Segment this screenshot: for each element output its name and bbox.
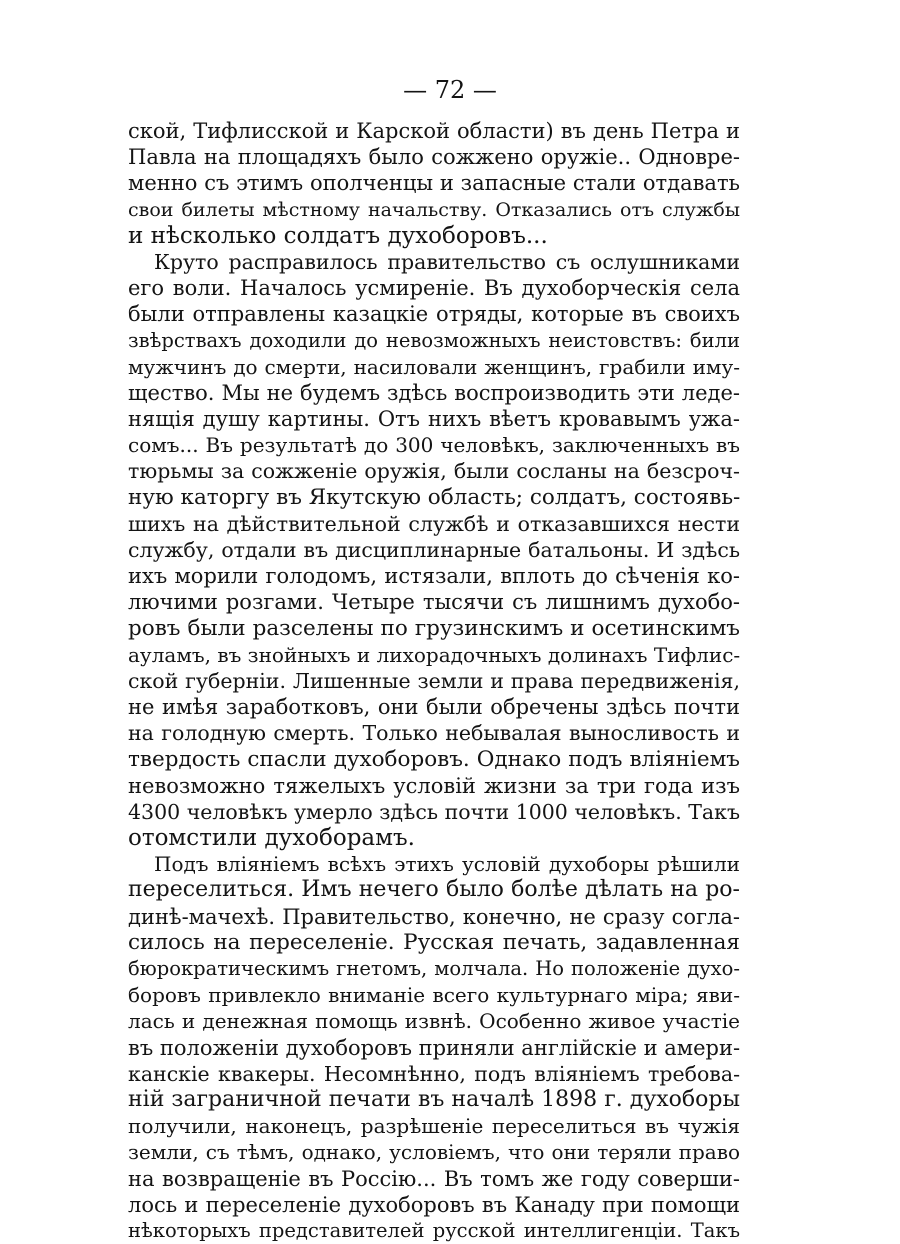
body-text xyxy=(128,118,740,1244)
text-line: Павла на площадяхъ было сожжено оружіе.. Одновре- xyxy=(128,145,740,170)
text-line: на возвращеніе въ Россію... Въ томъ же году соверши- xyxy=(128,1166,740,1191)
text-line: ихъ морили голодомъ, истязали, вплоть до сѣченія ко- xyxy=(128,564,740,589)
text-line: свои билеты мѣстному начальству. Отказались отъ службы xyxy=(128,198,740,221)
text-line: тюрьмы за сожженіе оружія, были сосланы на безсроч- xyxy=(128,459,740,484)
text-line: земли, съ тѣмъ, однако, условіемъ, что они теряли право xyxy=(128,1140,740,1165)
text-line: звѣрствахъ доходили до невозможныхъ неистовствъ: били xyxy=(128,328,740,352)
text-line: твердость спасли духоборовъ. Однако подъ вліяніемъ xyxy=(128,746,740,772)
text-line: отомстили духоборамъ. xyxy=(128,825,415,852)
text-line: менно съ этимъ ополченцы и запасные стали отдавать xyxy=(128,171,740,196)
text-line: шихъ на дѣйствительной службѣ и отказавшихся нести xyxy=(128,511,740,536)
text-line: и нѣсколько солдатъ духоборовъ... xyxy=(128,222,548,249)
text-line: динѣ-мачехѣ. Правительство, конечно, не сразу согла- xyxy=(128,904,740,929)
text-line: на голодную смерть. Только небывалая выносливость и xyxy=(128,721,740,746)
text-line: 4300 человѣкъ умерло здѣсь почти 1000 человѣкъ. Такъ xyxy=(128,799,740,824)
text-line: нящія душу картины. Отъ нихъ вѣетъ кровавымъ ужа- xyxy=(128,407,740,432)
text-line: нѣкоторыхъ представителей русской интеллигенціи. Такъ xyxy=(128,1218,740,1242)
text-line: были отправлены казацкіе отряды, которые въ своихъ xyxy=(128,302,740,327)
text-line: не имѣя заработковъ, они были обречены здѣсь почти xyxy=(128,695,740,720)
text-line: силось на переселеніе. Русская печать, задавленная xyxy=(128,929,740,955)
text-line: его воли. Началось усмиреніе. Въ духоборческія села xyxy=(128,276,740,301)
text-line: ровъ были разселены по грузинскимъ и осетинскимъ xyxy=(128,615,740,641)
text-line: ской губерніи. Лишенные земли и права передвиженія, xyxy=(128,668,740,693)
text-line: службу, отдали въ дисциплинарные батальоны. И здѣсь xyxy=(128,538,740,562)
paragraph-first-line: Круто расправилось правительство съ ослушниками xyxy=(154,249,740,274)
text-line: ауламъ, въ знойныхъ и лихорадочныхъ долинахъ Тифлис- xyxy=(128,642,741,667)
text-line: боровъ привлекло вниманіе всего культурнаго міра; яви- xyxy=(128,983,740,1008)
text-line: лючими розгами. Четыре тысячи съ лишнимъ духобо- xyxy=(128,590,740,615)
text-line: лось и переселеніе духоборовъ въ Канаду при помощи xyxy=(128,1192,740,1217)
text-line: ской, Тифлисской и Карской области) въ день Петра и xyxy=(128,119,740,143)
text-line: канскіе квакеры. Несомнѣнно, подъ вліяніемъ требова- xyxy=(128,1061,740,1086)
text-line: въ положеніи духоборовъ приняли англійскіе и амери- xyxy=(128,1035,741,1060)
text-line: ную каторгу въ Якутскую область; солдатъ, состоявь- xyxy=(128,484,741,510)
page-number: — 72 — xyxy=(403,76,497,104)
paragraph-first-line: Подъ вліяніемъ всѣхъ этихъ условій духоборы рѣшили xyxy=(154,852,740,877)
text-line: бюрократическимъ гнетомъ, молчала. Но положеніе духо- xyxy=(128,957,740,980)
text-line: ній заграничной печати въ началѣ 1898 г. духоборы xyxy=(128,1086,740,1112)
text-line: получили, наконецъ, разрѣшеніе переселиться въ чужія xyxy=(128,1114,740,1139)
text-line: сомъ... Въ результатѣ до 300 человѣкъ, заключенныхъ въ xyxy=(128,433,740,458)
text-line: мужчинъ до смерти, насиловали женщинъ, грабили иму- xyxy=(128,354,740,379)
text-line: невозможно тяжелыхъ условій жизни за три года изъ xyxy=(128,773,740,798)
text-line: щество. Мы не будемъ здѣсь воспроизводить эти леде- xyxy=(128,380,740,405)
text-line: переселиться. Имъ нечего было болѣе дѣлать на ро- xyxy=(128,877,740,903)
text-line: лась и денежная помощь извнѣ. Особенно живое участіе xyxy=(128,1009,740,1034)
